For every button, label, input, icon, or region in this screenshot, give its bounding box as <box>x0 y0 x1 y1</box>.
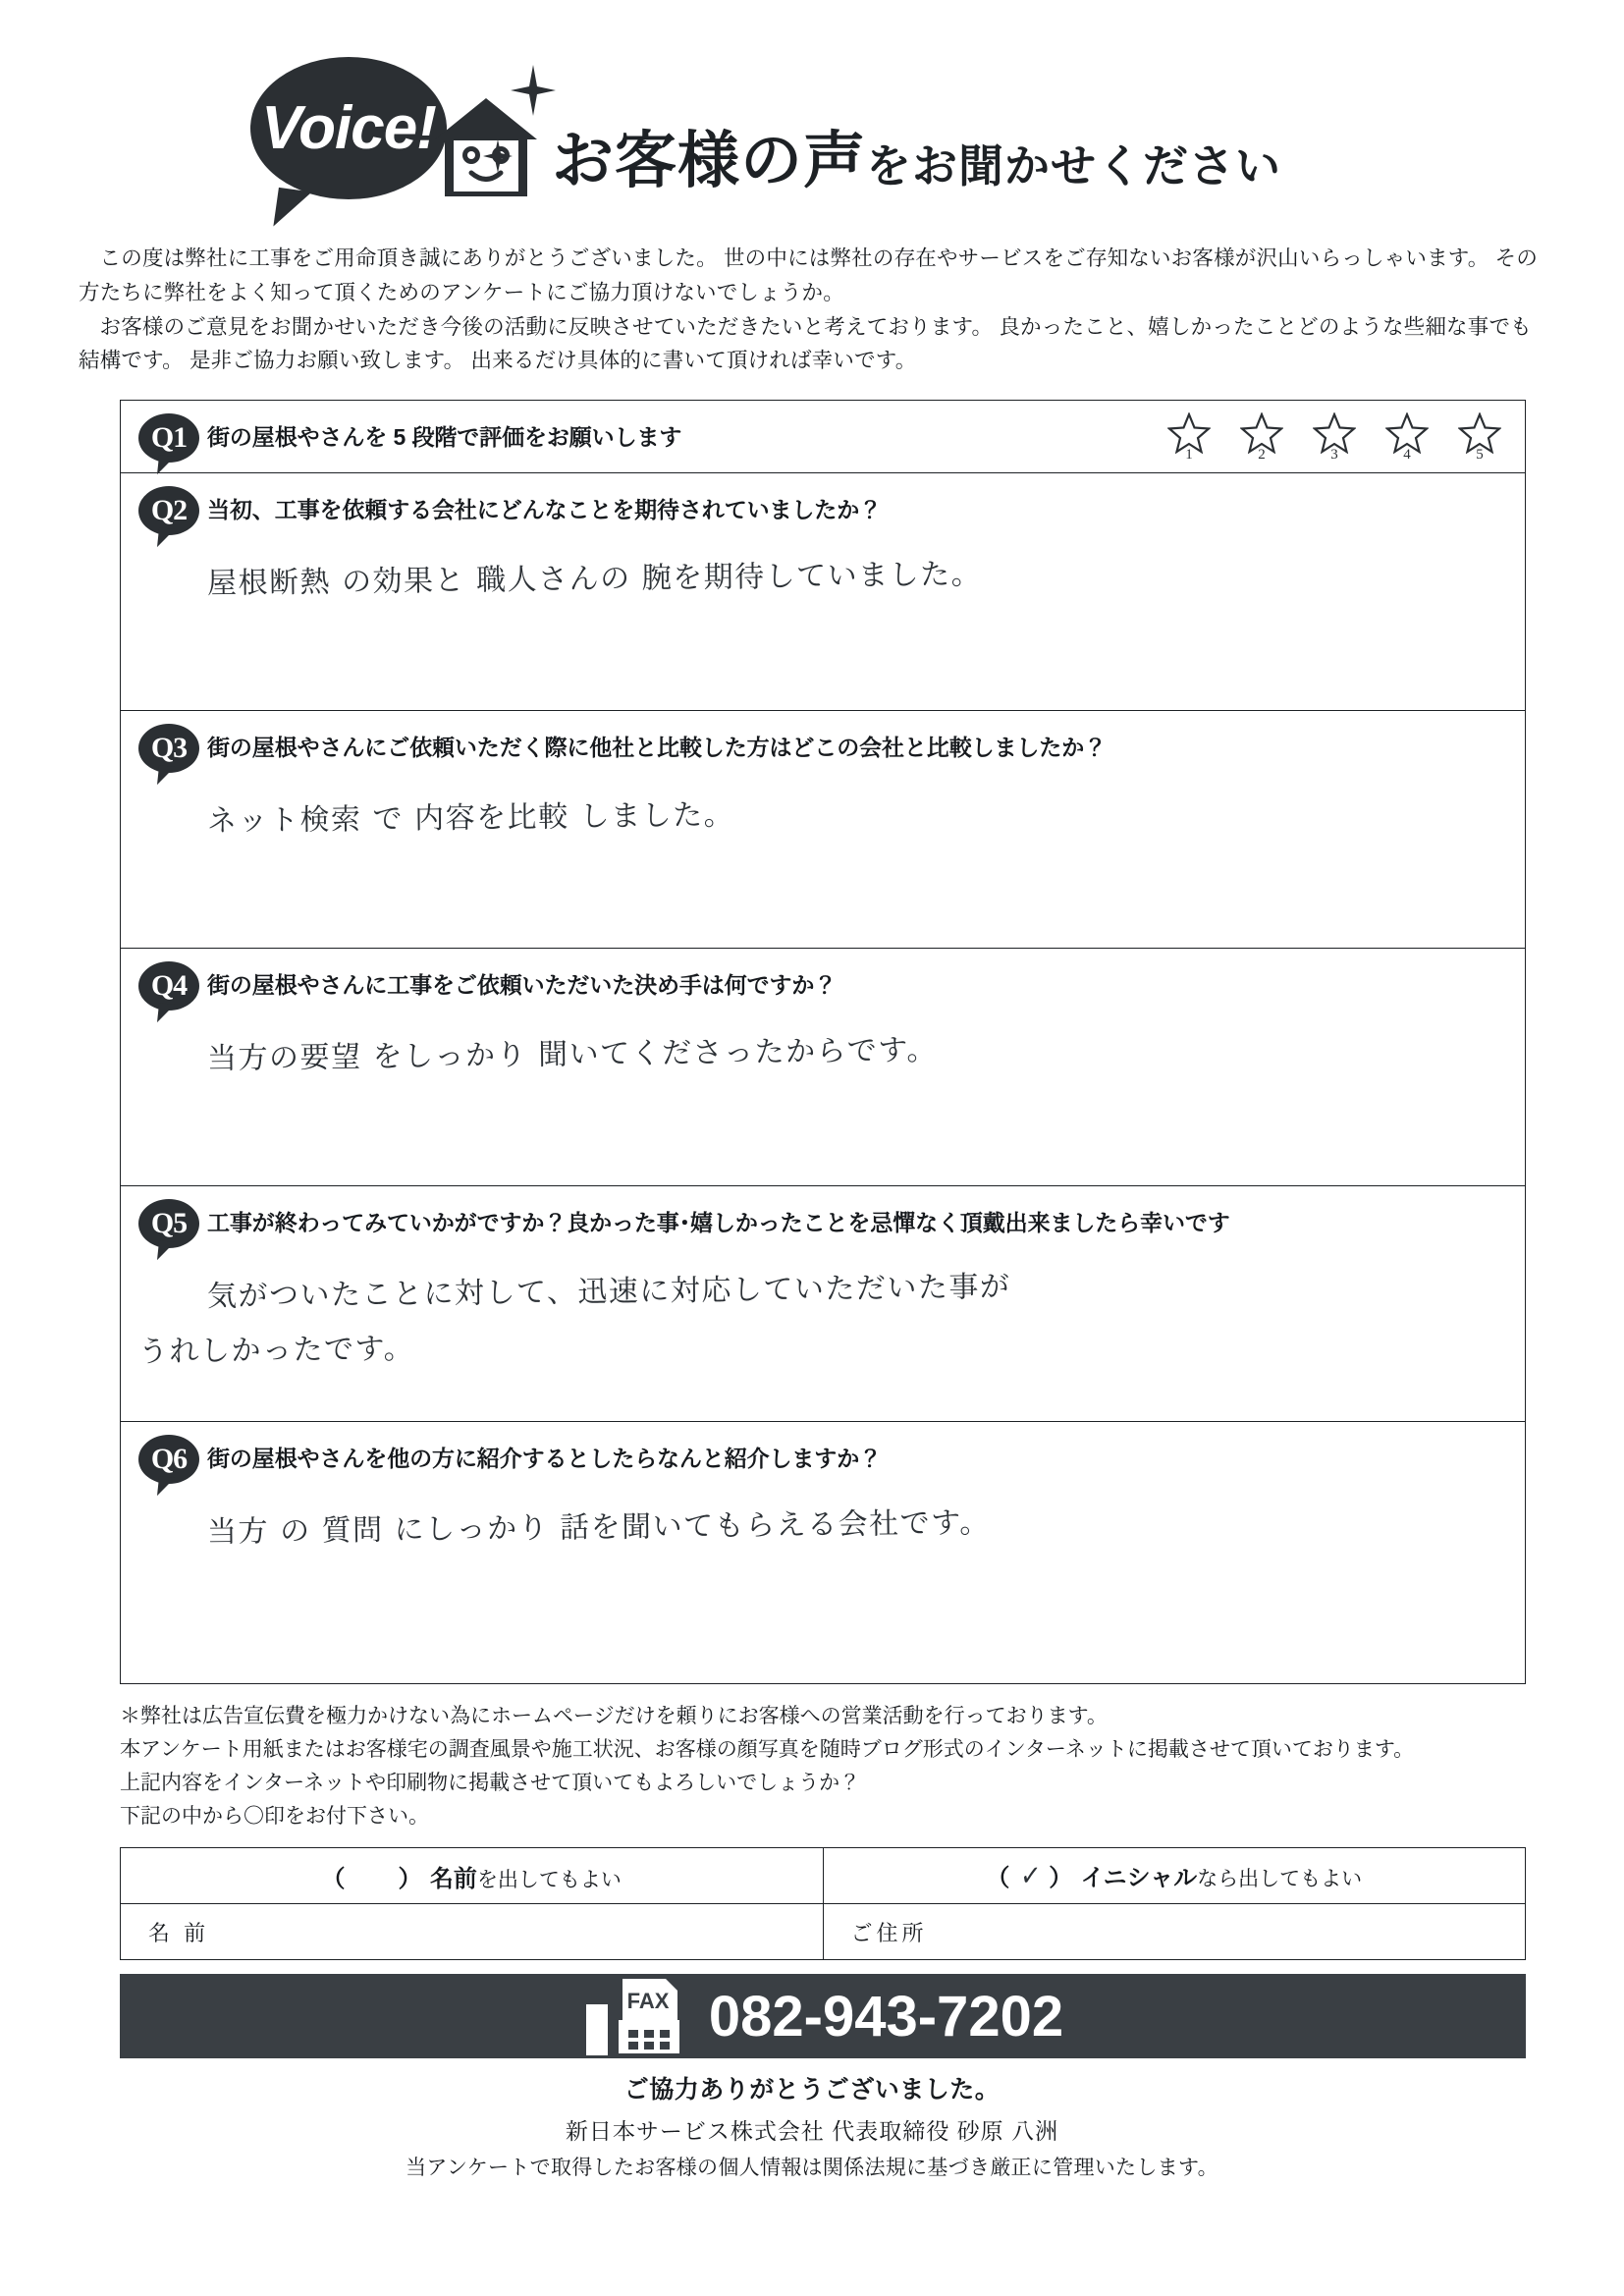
consent-option-name[interactable] <box>121 1848 824 1904</box>
handwritten-answer-line: ネット検索 で 内容を比較 しました。 <box>206 797 735 840</box>
intro-paragraph-1: この度は弊社に工事をご用命頂き誠にありがとうございました。 世の中には弊社の存在やサービスをご存知ないお客様が沢山いらっしゃいます。 その方たちに弊社をよく知って頂くためのアンケートにご協力頂けないでしょうか。 <box>79 246 1539 304</box>
question-row-q4 <box>121 949 1525 1186</box>
page-footer <box>0 2070 1624 2181</box>
handwritten-answer-line: 屋根断熱 の効果と 職人さんの 腕を期待していました。 <box>206 557 983 602</box>
answer-area-q3[interactable] <box>121 783 1525 948</box>
question-badge-label-q6: Q6 <box>150 1443 188 1476</box>
answer-area-q6[interactable] <box>121 1494 1525 1683</box>
voice-label: Voice! <box>261 94 436 162</box>
question-header-q4 <box>121 949 1525 1020</box>
consent-initial-label-rest: なら出してもよい <box>1197 1868 1363 1891</box>
question-badge-q1 <box>138 413 201 468</box>
note-line-1: ＊弊社は広告宣伝費を極力かけない為にホームページだけを頼りにお客様への営業活動を行っております。 <box>120 1705 1108 1728</box>
page-title <box>552 127 1281 195</box>
question-text-q5: 工事が終わってみていかがですか？良かった事･嬉しかったことを忌憚なく頂戴出来ましたら幸いです <box>207 1210 1230 1236</box>
intro-paragraph-2: お客様のご意見をお聞かせいただき今後の活動に反映させていただきたいと考えております。 良かったこと、嬉しかったことどのような些細な事でも結構です。 是非ご協力お願い致します。 出来るだけ具体的に書いて頂ければ幸いです。 <box>79 314 1532 373</box>
question-header-q2 <box>121 473 1525 545</box>
sparkle-small-icon <box>483 139 513 173</box>
svg-text:FAX: FAX <box>626 1989 670 2014</box>
question-row-q6 <box>121 1422 1525 1683</box>
question-badge-label-q2: Q2 <box>150 494 188 527</box>
question-row-q3 <box>121 711 1525 949</box>
question-header-q6 <box>121 1422 1525 1494</box>
page-title-strong: お客様の声 <box>552 127 866 195</box>
field-name-label: 名 前 <box>148 1920 210 1945</box>
handwritten-answer-line: 当方の要望 をしっかり 聞いてくださったからです。 <box>206 1033 939 1077</box>
question-badge-label-q5: Q5 <box>150 1207 188 1240</box>
rating-star-2[interactable] <box>1238 412 1285 464</box>
handwritten-answer-line: うれしかったです。 <box>137 1331 415 1370</box>
question-badge-label-q3: Q3 <box>150 732 188 765</box>
question-header-q3 <box>121 711 1525 783</box>
sparkle-icon <box>511 65 556 116</box>
question-text-q3: 街の屋根やさんにご依頼いただく際に他社と比較した方はどこの会社と比較しましたか？ <box>207 735 1108 761</box>
note-line-2: 本アンケート用紙またはお客様宅の調査風景や施工状況、お客様の顔写真を随時ブログ形式のインターネットに掲載させて頂いております。 <box>120 1738 1415 1762</box>
rating-star-5[interactable] <box>1456 412 1503 464</box>
question-badge-label-q1: Q1 <box>150 421 188 455</box>
question-text-q1: 街の屋根やさんを 5 段階で評価をお願いします <box>207 424 682 451</box>
note-line-3: 上記内容をインターネットや印刷物に掲載させて頂いてもよろしいでしょうか？ <box>120 1772 861 1795</box>
questions-table <box>120 400 1526 1684</box>
question-row-q5 <box>121 1186 1525 1422</box>
answer-area-q4[interactable] <box>121 1020 1525 1185</box>
consent-notes <box>120 1700 1545 1833</box>
page-header <box>0 37 1624 234</box>
question-badge-q2 <box>138 486 201 541</box>
field-name-cell[interactable] <box>121 1904 824 1960</box>
rating-star-4[interactable] <box>1383 412 1431 464</box>
rating-stars-group[interactable] <box>1165 412 1503 464</box>
question-badge-q6 <box>138 1435 201 1490</box>
consent-initial-paren-left: （ <box>986 1865 1012 1892</box>
rating-label-2: 2 <box>1258 447 1266 464</box>
rating-star-1[interactable] <box>1165 412 1213 464</box>
footer-privacy: 当アンケートで取得したお客様の個人情報は関係法規に基づき厳正に管理いたします。 <box>406 2157 1218 2180</box>
rating-star-3[interactable] <box>1311 412 1358 464</box>
question-badge-q5 <box>138 1199 201 1254</box>
question-text-q6: 街の屋根やさんを他の方に紹介するとしたらなんと紹介しますか？ <box>207 1446 883 1472</box>
question-text-q4: 街の屋根やさんに工事をご依頼いただいた決め手は何ですか？ <box>207 972 838 999</box>
consent-option-initial[interactable] <box>823 1848 1526 1904</box>
consent-table <box>120 1847 1526 1960</box>
fax-banner <box>120 1974 1526 2058</box>
consent-name-checkbox[interactable]: （ ） <box>321 1865 424 1892</box>
voice-speech-bubble <box>250 57 447 199</box>
question-badge-q4 <box>138 961 201 1016</box>
page-title-rest: をお聞かせください <box>866 140 1281 191</box>
question-badge-q3 <box>138 724 201 779</box>
question-row-q2 <box>121 473 1525 711</box>
field-address-cell[interactable] <box>823 1904 1526 1960</box>
handwritten-answer-line: 当方 の 質問 にしっかり 話を聞いてもらえる会社です。 <box>206 1505 991 1551</box>
consent-initial-checkmark: ✓ <box>1018 1858 1042 1895</box>
question-row-q1 <box>121 401 1525 473</box>
consent-name-label-rest: を出してもよい <box>476 1868 622 1891</box>
consent-options-row <box>121 1848 1526 1904</box>
intro-text <box>79 242 1545 378</box>
field-address-label: ご住所 <box>850 1920 928 1945</box>
consent-initial-label-strong: イニシャル <box>1080 1865 1198 1892</box>
answer-area-q5[interactable] <box>121 1258 1525 1421</box>
fax-number: 082-943-7202 <box>708 1984 1064 2049</box>
footer-company: 新日本サービス株式会社 代表取締役 砂原 八洲 <box>565 2118 1059 2145</box>
consent-name-label-strong: 名前 <box>429 1865 477 1892</box>
rating-label-4: 4 <box>1403 447 1411 464</box>
note-line-4: 下記の中から〇印をお付下さい。 <box>120 1805 429 1829</box>
answer-area-q2[interactable] <box>121 545 1525 710</box>
consent-initial-paren-right: ） <box>1049 1865 1075 1892</box>
question-badge-label-q4: Q4 <box>150 969 188 1003</box>
question-header-q1 <box>121 401 1525 472</box>
fax-machine-icon <box>582 1977 683 2055</box>
consent-fields-row <box>121 1904 1526 1960</box>
question-text-q2: 当初、工事を依頼する会社にどんなことを期待されていましたか？ <box>207 497 883 523</box>
rating-label-1: 1 <box>1185 447 1193 464</box>
rating-label-3: 3 <box>1330 447 1338 464</box>
question-header-q5 <box>121 1186 1525 1258</box>
footer-thanks: ご協力ありがとうございました。 <box>623 2076 1001 2105</box>
handwritten-answer-line: 気がついたことに対して、迅速に対応していただいた事が <box>206 1270 1011 1315</box>
rating-label-5: 5 <box>1476 447 1484 464</box>
